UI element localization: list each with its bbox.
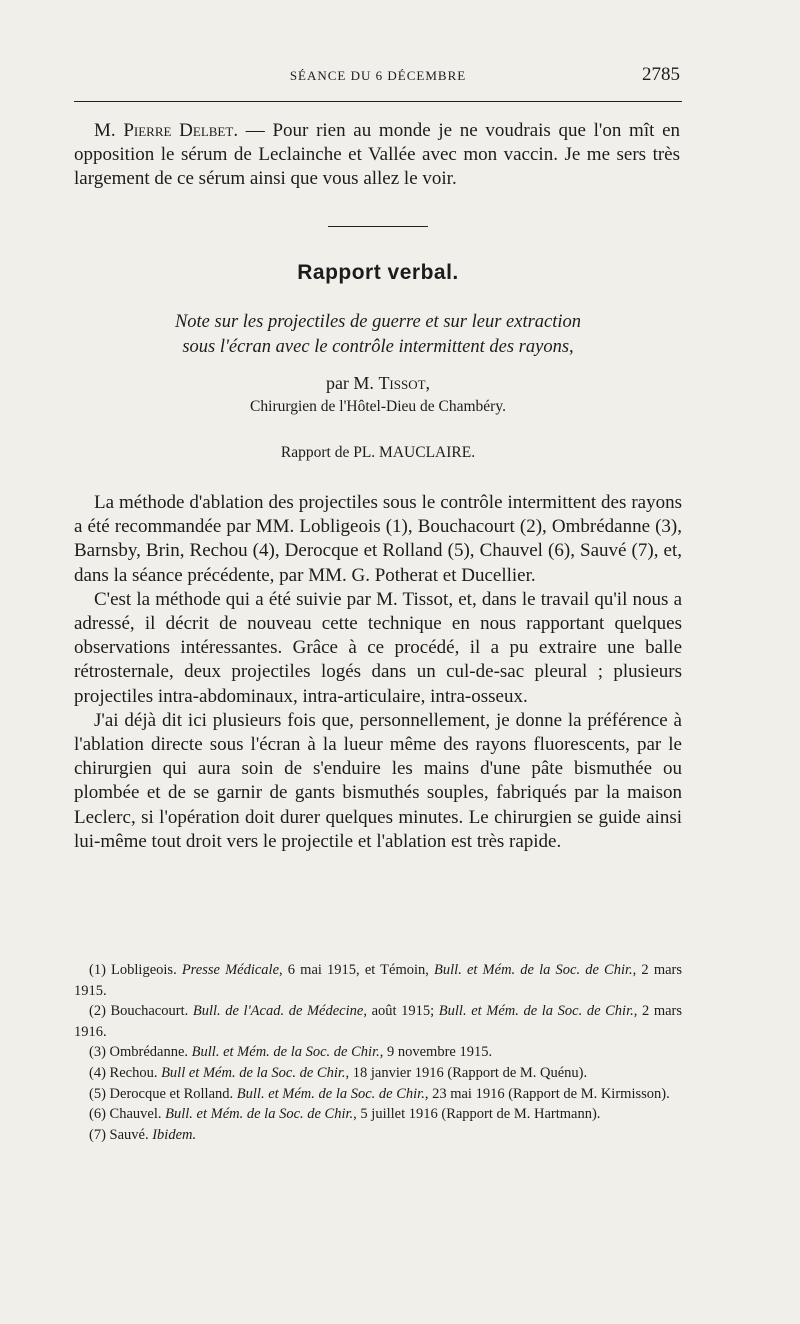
author-prefix: par M. — [325, 373, 379, 393]
intro-text: — Pour rien au monde je ne voudrais que l'on mît en opposition le sérum de Leclainche et Vallée avec mon vaccin. Je me sers très largement de ce sérum ainsi que vous allez le voir. — [74, 120, 681, 190]
running-title: SÉANCE DU 6 DÉCEMBRE — [289, 68, 467, 83]
section-title: Rapport verbal. — [297, 261, 459, 284]
footnote: (1) Lobligeois. Presse Médicale, 6 mai 1915, et Témoin, Bull. et Mém. de la Soc. de Chir., 2 mars 1915. — [74, 962, 683, 999]
subtitle-line-1: Note sur les projectiles de guerre et sur leur extraction — [174, 312, 582, 332]
intro-paragraph — [74, 119, 680, 192]
footnote: (5) Derocque et Rolland. Bull. et Mém. de la Soc. de Chir., 23 mai 1916 (Rapport de M. Kirmisson). — [89, 1085, 670, 1102]
footnote: (2) Bouchacourt. Bull. de l'Acad. de Médecine, août 1915; Bull. et Mém. de la Soc. de Chir., 2 mars 1916. — [74, 1003, 683, 1040]
report-subtitle — [74, 310, 682, 360]
header-rule — [74, 101, 682, 102]
footnote: (3) Ombrédanne. Bull. et Mém. de la Soc. de Chir., 9 novembre 1915. — [89, 1044, 493, 1061]
section-divider — [328, 226, 428, 227]
speaker-name: M. Pierre Delbet. — [94, 120, 239, 141]
author-affiliation: Chirurgien de l'Hôtel-Dieu de Chambéry. — [250, 398, 506, 415]
footnote: (6) Chauvel. Bull. et Mém. de la Soc. de Chir., 5 juillet 1916 (Rapport de M. Hartmann). — [89, 1106, 601, 1123]
page-number: 2785 — [642, 64, 680, 85]
footnote: (4) Rechou. Bull et Mém. de la Soc. de Chir., 18 janvier 1916 (Rapport de M. Quénu). — [89, 1064, 588, 1081]
author-line — [74, 373, 682, 394]
rapporteur-line: Rapport de PL. MAUCLAIRE. — [280, 444, 476, 461]
subtitle-line-2: sous l'écran avec le contrôle intermittent des rayons, — [182, 337, 574, 357]
body-paragraph-2: C'est la méthode qui a été suivie par M. Tissot, et, dans le travail qu'il nous a adressé, il décrit de nouveau cette technique en nous rapportant quelques observations intéressantes. Grâce à ce procédé, il a pu extraire une balle rétrosternale, deux projectiles logés dans un cul-de-sac pleural ; plusieurs projectiles intra-abdominaux, intra-articulaire, intra-osseux. — [74, 588, 682, 707]
report-body — [74, 491, 682, 854]
author-name: Tissot, — [378, 373, 431, 393]
body-paragraph-3: J'ai déjà dit ici plusieurs fois que, personnellement, je donne la préférence à l'ablation directe sous l'écran à la lueur même des rayons fluorescents, par le chirurgien qui aura soin de s'enduire les mains d'une pâte bismuthée ou plombée et de se garnir de gants bismuthés souples, fabriqués par la maison Leclerc, si l'opération doit durer quelques minutes. Le chirurgien se guide ainsi lui-même tout droit vers le projectile et l'ablation est très rapide. — [74, 709, 682, 852]
footnotes — [74, 960, 682, 1145]
running-header — [74, 64, 682, 88]
footnote: (7) Sauvé. Ibidem. — [89, 1126, 197, 1143]
body-paragraph-1: La méthode d'ablation des projectiles sous le contrôle intermittent des rayons a été recommandée par MM. Lobligeois (1), Bouchacourt (2), Ombrédanne (3), Barnsby, Brin, Rechou (4), Derocque et Rolland (5), Chauvel (6), Sauvé (7), et, dans la séance précédente, par MM. G. Potherat et Ducellier. — [74, 492, 682, 586]
